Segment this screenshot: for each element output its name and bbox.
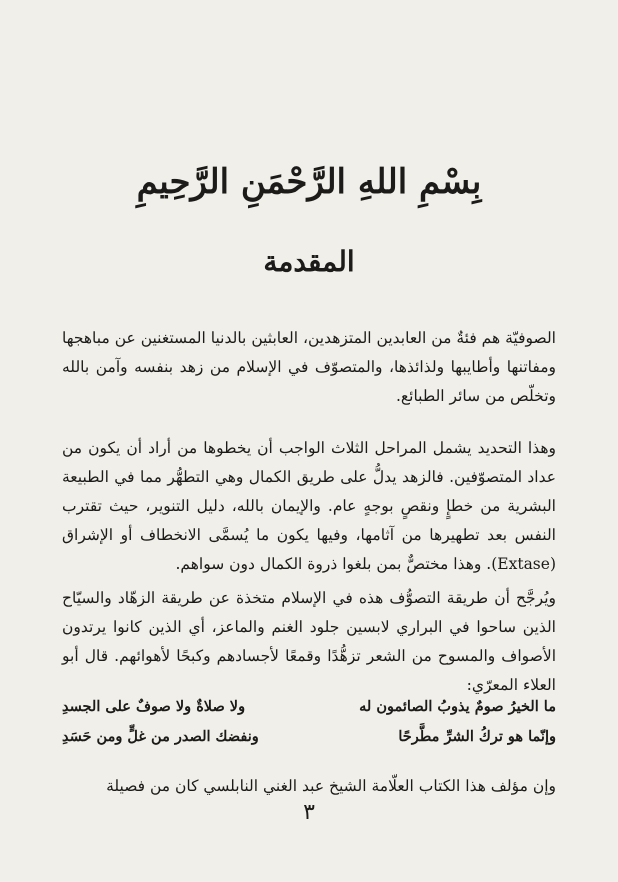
poem-verse-2 [62,722,556,752]
verse-1-second-hemistich: ولا صلاةٌ ولا صوفٌ على الجسدِ [62,698,246,715]
verse-2-second-hemistich: ونفضك الصدر من غلٍّ ومن حَسَدِ [62,728,259,745]
paragraph-2: وهذا التحديد يشمل المراحل الثلاث الواجب أن يخطوها من أراد أن يكون من عداد المتصوّفين. فالزهد يدلُّ على طريق الكمال وهي التطهُّر مما في الطبيعة البشرية من خطإٍ ونقصٍ بوجهٍ عام. والإيمان بالله، دليل التنوير، حيث تقترب النفس بعد تطهيرها من آثامها، وفيها يكون ما يُسمَّى الانخطاف أو الإشراق (Extase). وهذا مختصٌّ بمن بلغوا ذروة الكمال دون سواهم. [62,438,556,573]
paragraph-4: وإن مؤلف هذا الكتاب العلّامة الشيخ عبد الغني النابلسي كان من فصيلة [106,776,556,795]
poem-verse-1 [62,692,556,722]
page-number: ٣ [303,800,315,825]
paragraph-3: ويُرجَّح أن طريقة التصوُّف هذه في الإسلام متخذة عن طريقة الزهّاد والسيّاح الذين ساحوا في البراري لابسين جلود الغنم والماعز، أي الذين كانوا يرتدون الأصواف والمسوح من الشعر تزهُّدًا وقمعًا لأجسادهم وكبحًا لأهوائهم. قال أبو العلاء المعرّي: [62,588,556,694]
poem-block [62,692,556,752]
basmala-heading: بِسْمِ اللهِ الرَّحْمَنِ الرَّحِيمِ [136,162,482,202]
verse-2-first-hemistich: وإنّما هو تركُ الشرِّ مطَّرحًا [398,728,556,745]
section-title: المقدمة [263,245,355,278]
paragraph-1: الصوفيّة هم فئةٌ من العابدين المتزهدين، العابثين بالدنيا المستغنين عن مباهجها ومفاتنها وأطايبها ولذائذها، والمتصوّف في الإسلام من زهد بنفسه وآمن بالله وتخلّص من سائر الطبائع. [62,328,556,405]
verse-1-first-hemistich: ما الخيرُ صومٌ يذوبُ الصائمون له [359,698,556,715]
